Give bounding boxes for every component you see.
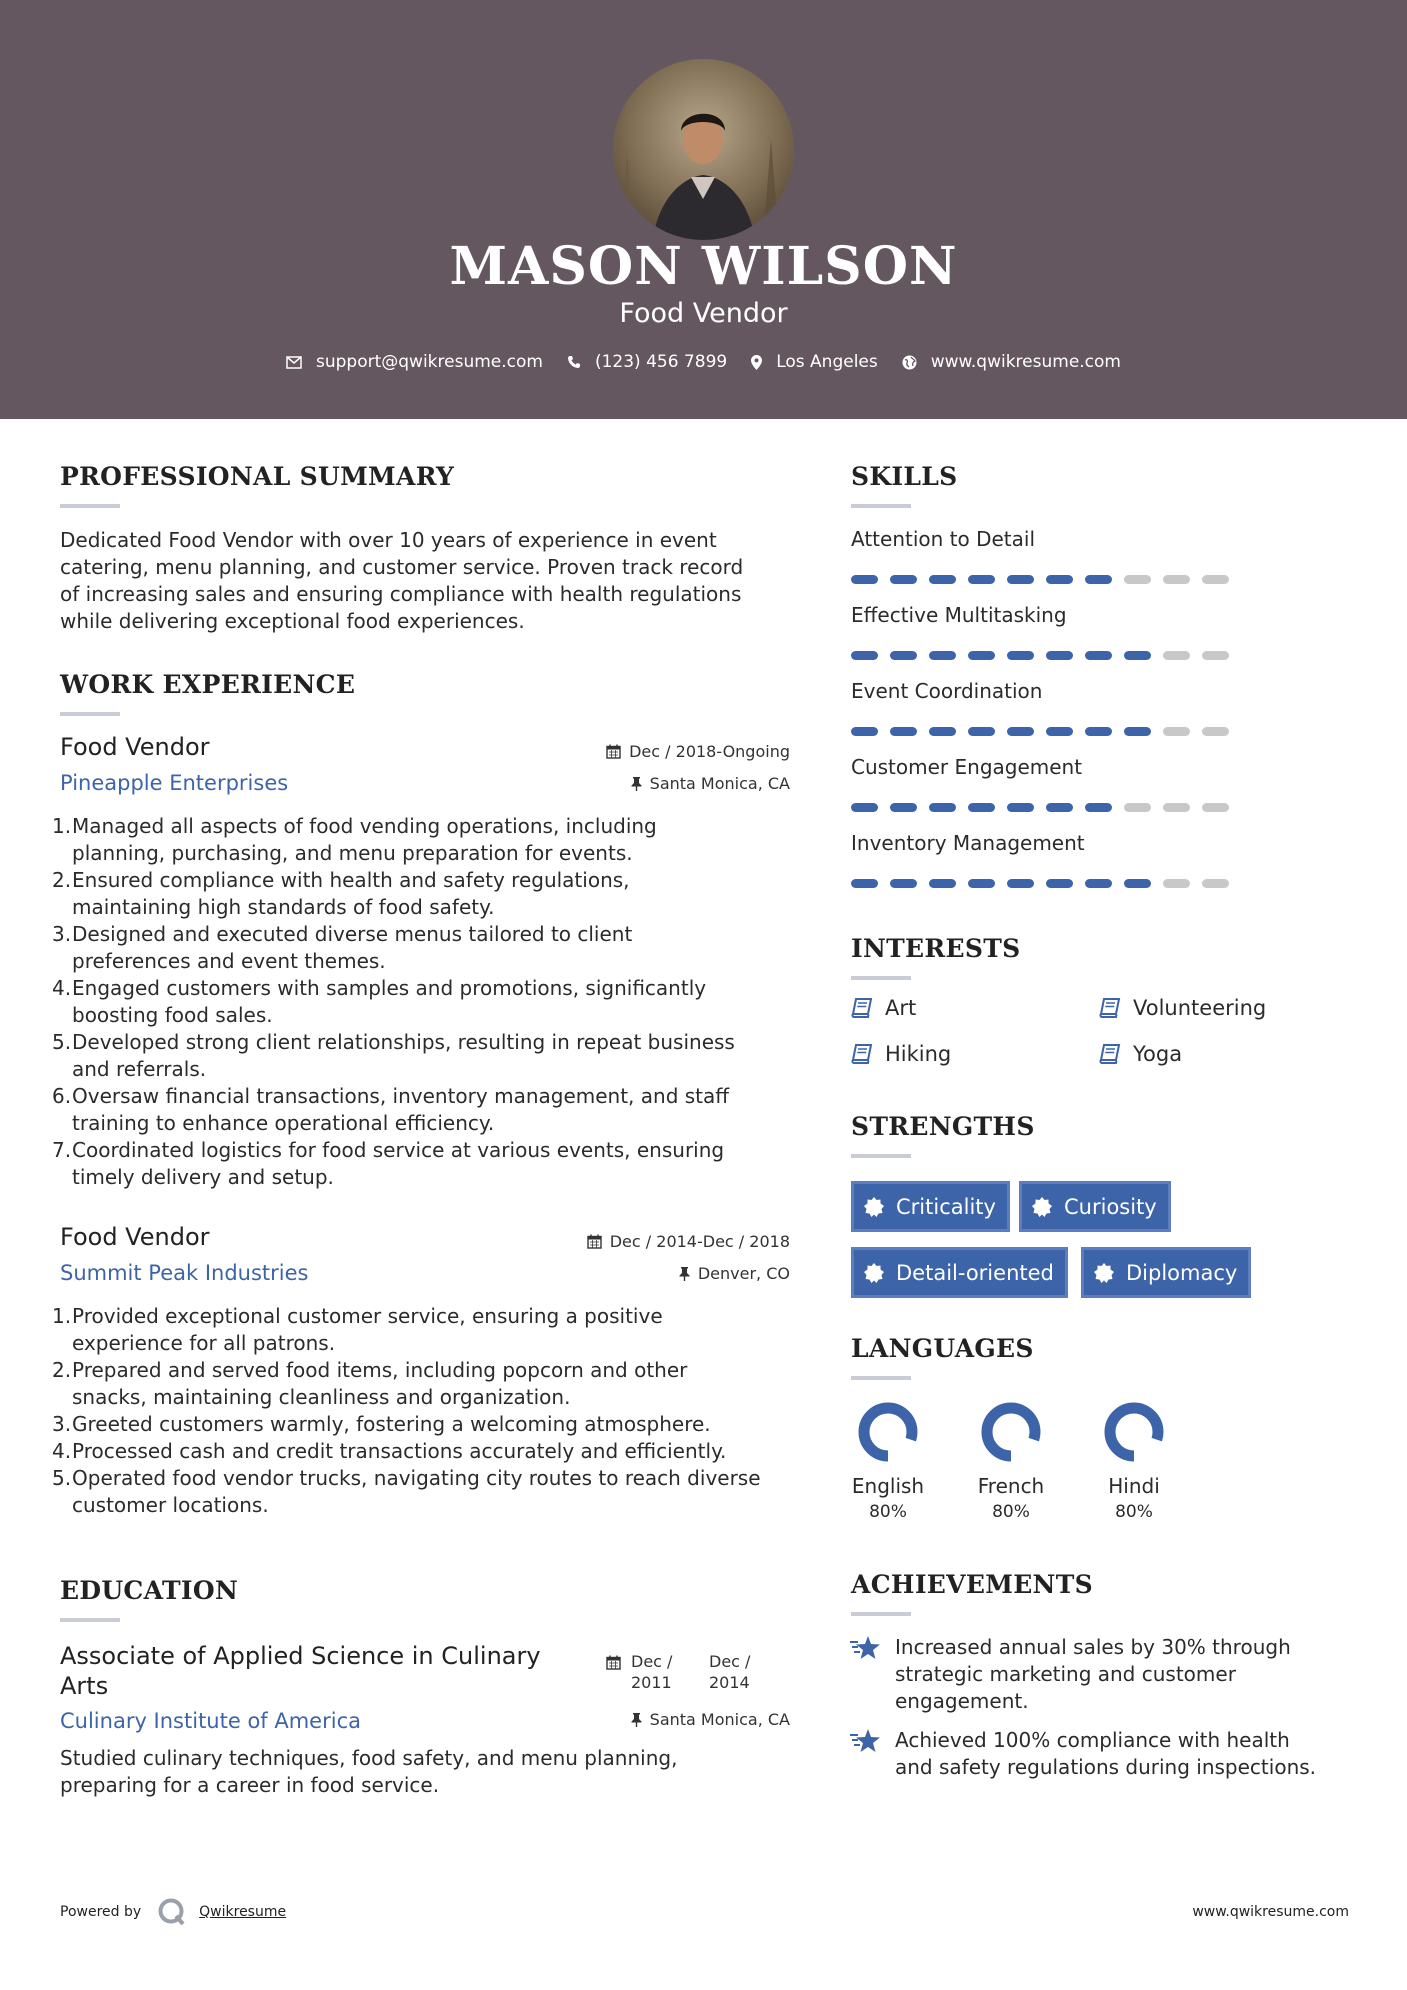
skill-level-dash — [1007, 879, 1034, 888]
skill-level-dash — [968, 803, 995, 812]
job-location-text: Santa Monica, CA — [649, 774, 790, 793]
pushpin-icon — [679, 1267, 690, 1281]
map-pin-icon — [751, 355, 762, 370]
email-icon — [286, 356, 302, 369]
summary-heading: PROFESSIONAL SUMMARY — [60, 462, 455, 491]
language-name: English — [851, 1474, 925, 1498]
language-level-ring — [979, 1400, 1043, 1464]
book-icon — [1099, 1044, 1121, 1064]
skill-level-dash — [851, 879, 878, 888]
qwikresume-logo-icon — [157, 1897, 187, 1927]
footer-website[interactable]: www.qwikresume.com — [1192, 1904, 1349, 1920]
language-level: 80% — [1115, 1502, 1153, 1522]
skill-level-dash — [1007, 575, 1034, 584]
candidate-title: Food Vendor — [619, 298, 788, 329]
summary-line: while delivering exceptional food experiences. — [60, 609, 525, 633]
skills-underline — [851, 504, 911, 508]
badge-icon — [864, 1197, 884, 1217]
skill-level-dash — [1007, 803, 1034, 812]
resume-header — [0, 0, 1407, 419]
language-item — [1084, 1400, 1184, 1522]
job-date-text: Dec / 2018-Ongoing — [629, 742, 790, 761]
language-level-arc — [1110, 1408, 1158, 1456]
list-item: 2. Prepared and served food items, including popcorn and other snacks, maintaining cleanliness and organization. — [52, 1358, 688, 1409]
degree-title: Associate of Applied Science in Culinary Arts — [60, 1642, 541, 1700]
skill-level-dash — [1163, 575, 1190, 584]
language-level: 80% — [869, 1502, 907, 1522]
skill-level-bar — [851, 803, 1231, 812]
skill-level-dash — [929, 879, 956, 888]
skill-level-dash — [929, 727, 956, 736]
languages-underline — [851, 1376, 911, 1380]
achievement-text: Achieved 100% compliance with health and safety regulations during inspections. — [895, 1728, 1317, 1779]
skill-level-dash — [1163, 651, 1190, 660]
strength-chip: Curiosity — [1019, 1181, 1171, 1232]
skill-level-dash — [929, 575, 956, 584]
book-icon — [851, 1044, 873, 1064]
language-name: French — [977, 1474, 1045, 1498]
list-item: 1. Managed all aspects of food vending operations, including planning, purchasing, and menu preparation for events. — [52, 814, 657, 865]
skill-level-dash — [1085, 575, 1112, 584]
skill-level-dash — [851, 803, 878, 812]
skill-level-bar — [851, 879, 1231, 888]
list-item: 4. Engaged customers with samples and promotions, significantly boosting food sales. — [52, 976, 707, 1027]
skill-level-dash — [1202, 727, 1229, 736]
skill-level-dash — [1202, 879, 1229, 888]
skill-level-dash — [851, 651, 878, 660]
skill-level-dash — [1124, 803, 1151, 812]
strength-chip: Criticality — [851, 1181, 1010, 1232]
summary-line: catering, menu planning, and customer service. Proven track record — [60, 555, 744, 579]
achievements-underline — [851, 1612, 911, 1616]
job-location — [500, 1264, 790, 1283]
candidate-name: MASON WILSON — [449, 236, 958, 297]
skill-level-dash — [890, 651, 917, 660]
education-start: Dec / 2011 — [631, 1652, 673, 1692]
skill-level-dash — [1124, 879, 1151, 888]
language-name: Hindi — [1108, 1474, 1160, 1498]
interest-item: Art — [851, 996, 916, 1020]
education-dates — [606, 1651, 769, 1693]
interest-item: Hiking — [851, 1042, 951, 1066]
qwikresume-link[interactable]: Qwikresume — [199, 1904, 287, 1920]
list-item: 2. Ensured compliance with health and safety regulations, maintaining high standards of food safety. — [52, 868, 630, 919]
skill-level-dash — [1046, 575, 1073, 584]
skill-level-bar — [851, 727, 1231, 736]
skill-name: Inventory Management — [851, 831, 1085, 855]
badge-icon — [864, 1263, 884, 1283]
calendar-icon — [606, 1655, 621, 1670]
contact-location-text: Los Angeles — [776, 352, 878, 372]
summary-line: of increasing sales and ensuring compliance with health regulations — [60, 582, 742, 606]
summary-text — [60, 527, 800, 635]
skill-level-dash — [968, 727, 995, 736]
contact-phone[interactable] — [567, 352, 727, 372]
skill-level-dash — [1007, 727, 1034, 736]
skill-name: Event Coordination — [851, 679, 1043, 703]
strength-chip: Detail-oriented — [851, 1247, 1068, 1298]
skill-level-dash — [1046, 879, 1073, 888]
skill-level-dash — [1202, 575, 1229, 584]
footer-powered-by — [60, 1897, 286, 1927]
skill-name: Attention to Detail — [851, 527, 1036, 551]
language-level: 80% — [992, 1502, 1030, 1522]
star-icon — [849, 1727, 883, 1755]
skill-level-dash — [890, 803, 917, 812]
skill-level-dash — [890, 879, 917, 888]
contact-email[interactable] — [286, 352, 543, 372]
experience-underline — [60, 712, 120, 716]
achievement-item — [849, 1727, 1316, 1781]
contact-website-text: www.qwikresume.com — [930, 352, 1121, 372]
skill-level-dash — [1202, 651, 1229, 660]
job-company: Summit Peak Industries — [60, 1261, 309, 1285]
profile-photo — [613, 59, 794, 240]
skill-level-dash — [968, 879, 995, 888]
education-heading: EDUCATION — [60, 1576, 239, 1605]
book-icon — [851, 998, 873, 1018]
skills-heading: SKILLS — [851, 462, 958, 491]
list-item: 7. Coordinated logistics for food service at various events, ensuring timely delivery and setup. — [52, 1138, 725, 1189]
job-location-text: Denver, CO — [697, 1264, 790, 1283]
skill-level-dash — [968, 575, 995, 584]
job-date-text: Dec / 2014-Dec / 2018 — [609, 1232, 790, 1251]
powered-by-text: Powered by — [60, 1904, 142, 1920]
calendar-icon — [587, 1234, 602, 1249]
job-bullets — [54, 1303, 804, 1519]
skill-level-dash — [851, 727, 878, 736]
skill-level-dash — [1046, 727, 1073, 736]
language-level-arc — [864, 1408, 912, 1456]
summary-line: Dedicated Food Vendor with over 10 years of experience in event — [60, 528, 717, 552]
achievements-heading: ACHIEVEMENTS — [851, 1570, 1093, 1599]
skill-level-dash — [1085, 727, 1112, 736]
contact-website[interactable] — [902, 352, 1121, 372]
contact-location — [751, 352, 878, 372]
achievement-text: Increased annual sales by 30% through strategic marketing and customer engagement. — [895, 1635, 1291, 1713]
skill-level-dash — [1046, 651, 1073, 660]
language-level-arc — [987, 1408, 1035, 1456]
experience-heading: WORK EXPERIENCE — [60, 670, 356, 699]
contact-email-text: support@qwikresume.com — [316, 352, 543, 372]
list-item: 5. Operated food vendor trucks, navigating city routes to reach diverse customer locations. — [52, 1466, 761, 1517]
strengths-underline — [851, 1154, 911, 1158]
job-location — [500, 774, 790, 793]
badge-icon — [1032, 1197, 1052, 1217]
skill-level-dash — [1124, 651, 1151, 660]
skill-level-dash — [1085, 803, 1112, 812]
phone-icon — [567, 355, 581, 369]
job-date — [500, 742, 790, 761]
skill-level-dash — [1163, 727, 1190, 736]
language-item — [961, 1400, 1061, 1522]
interests-heading: INTERESTS — [851, 934, 1021, 963]
book-icon — [1099, 998, 1121, 1018]
skill-level-dash — [1163, 803, 1190, 812]
language-item — [838, 1400, 938, 1522]
job-title: Food Vendor — [60, 1223, 210, 1251]
list-item: 1. Provided exceptional customer service, ensuring a positive experience for all patrons. — [52, 1304, 663, 1355]
list-item: 6. Oversaw financial transactions, inventory management, and staff training to enhance operational efficiency. — [52, 1084, 730, 1135]
list-item: 3. Designed and executed diverse menus tailored to client preferences and event themes. — [52, 922, 633, 973]
skill-level-dash — [929, 651, 956, 660]
job-date — [500, 1232, 790, 1251]
languages-heading: LANGUAGES — [851, 1334, 1034, 1363]
skill-level-bar — [851, 575, 1231, 584]
skill-level-dash — [1124, 575, 1151, 584]
skill-level-dash — [890, 727, 917, 736]
job-company: Pineapple Enterprises — [60, 771, 289, 795]
interest-item: Volunteering — [1099, 996, 1266, 1020]
skill-level-dash — [890, 575, 917, 584]
globe-icon — [902, 355, 917, 370]
language-level-ring — [856, 1400, 920, 1464]
skill-level-dash — [851, 575, 878, 584]
skill-level-dash — [1085, 879, 1112, 888]
contact-phone-text: (123) 456 7899 — [594, 352, 728, 372]
skill-level-dash — [1085, 651, 1112, 660]
job-bullets — [54, 813, 804, 1191]
interests-underline — [851, 976, 911, 980]
skill-level-dash — [1202, 803, 1229, 812]
skill-name: Effective Multitasking — [851, 603, 1067, 627]
education-location — [500, 1710, 790, 1729]
list-item: 3. Greeted customers warmly, fostering a welcoming atmosphere. — [52, 1412, 711, 1436]
skill-level-dash — [968, 651, 995, 660]
list-item: 5. Developed strong client relationships, resulting in repeat business and referrals. — [52, 1030, 735, 1081]
pushpin-icon — [631, 777, 642, 791]
interest-item: Yoga — [1099, 1042, 1182, 1066]
skill-level-dash — [1046, 803, 1073, 812]
language-level-ring — [1102, 1400, 1166, 1464]
school-name: Culinary Institute of America — [60, 1709, 361, 1733]
profile-photo-image — [613, 59, 794, 240]
skill-level-dash — [1007, 651, 1034, 660]
strength-chip: Diplomacy — [1081, 1247, 1251, 1298]
pushpin-icon — [631, 1713, 642, 1727]
calendar-icon — [606, 744, 621, 759]
education-end: Dec / 2014 — [709, 1652, 751, 1692]
skill-name: Customer Engagement — [851, 755, 1083, 779]
education-description: Studied culinary techniques, food safety, and menu planning, preparing for a career in food service. — [60, 1746, 678, 1797]
badge-icon — [1094, 1263, 1114, 1283]
achievement-item — [849, 1634, 1291, 1715]
skill-level-dash — [929, 803, 956, 812]
summary-underline — [60, 504, 120, 508]
skill-level-dash — [1163, 879, 1190, 888]
star-icon — [849, 1634, 883, 1662]
list-item: 4. Processed cash and credit transactions accurately and efficiently. — [52, 1439, 727, 1463]
education-underline — [60, 1618, 120, 1622]
job-title: Food Vendor — [60, 733, 210, 761]
education-location-text: Santa Monica, CA — [649, 1710, 790, 1729]
skill-level-bar — [851, 651, 1231, 660]
contact-bar — [0, 352, 1407, 372]
strengths-heading: STRENGTHS — [851, 1112, 1035, 1141]
skill-level-dash — [1124, 727, 1151, 736]
